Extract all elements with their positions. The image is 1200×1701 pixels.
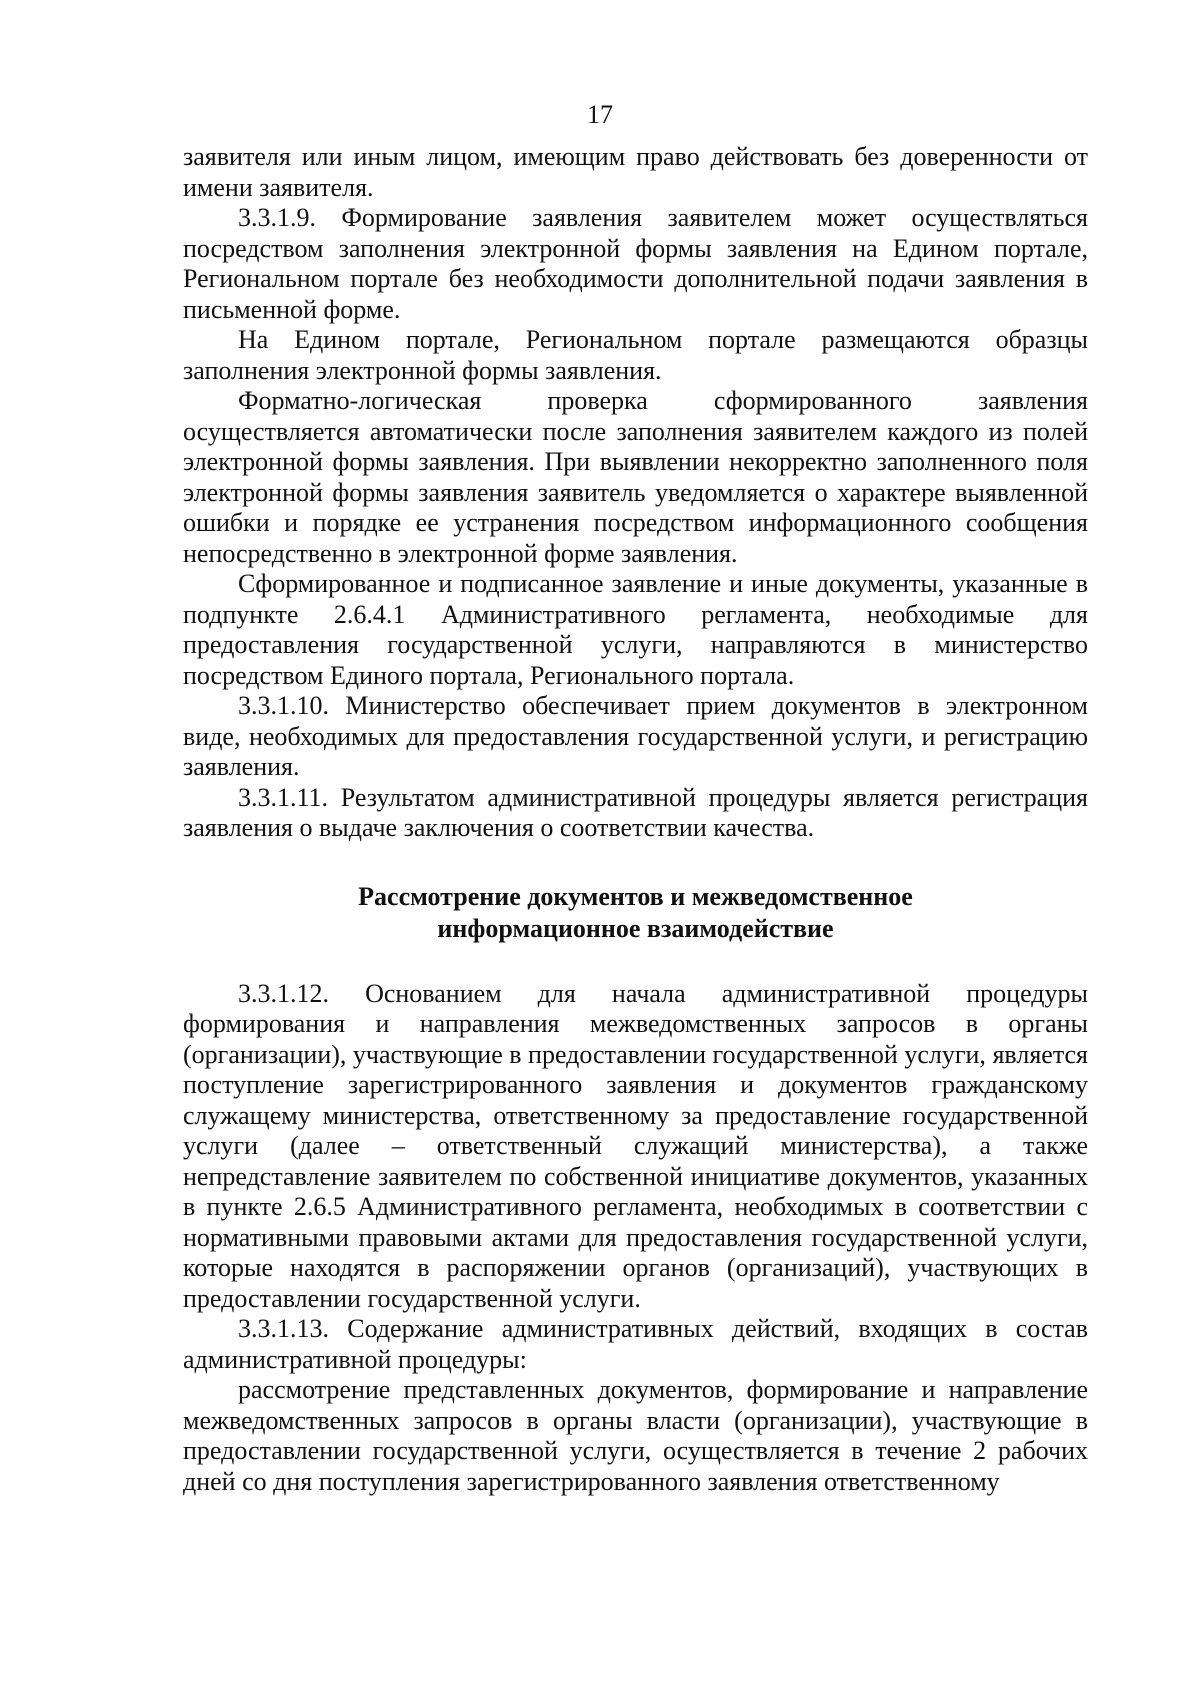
page-number: 17	[587, 100, 613, 129]
paragraph: 3.3.1.10. Министерство обеспечивает прием документов в электронном виде, необходимых для предоставления государственной услуги, и регистрацию заявления.	[183, 691, 1088, 781]
paragraph: 3.3.1.12. Основанием для начала административной процедуры формирования и направления межведомственных запросов в органы (организации), участвующие в предоставлении государственной услуги, является поступление зарегистрированного заявления и документов гражданскому служащему министерства, ответственному за предоставление государственной услуги (далее – ответственный служащий министерства), а также непредставление заявителем по собственной инициативе документов, указанных в пункте 2.6.5 Административного регламента, необходимых в соответствии с нормативными правовыми актами для предоставления государственной услуги, которые находятся в распоряжении органов (организаций), участвующих в предоставлении государственной услуги.	[183, 978, 1088, 1313]
paragraph: Форматно-логическая проверка сформированного заявления осуществляется автоматически после заполнения заявителем каждого из полей электронной формы заявления. При выявлении некорректно заполненного поля электронной формы заявления заявитель уведомляется о характере выявленной ошибки и порядке ее устранения посредством информационного сообщения непосредственно в электронной форме заявления.	[183, 386, 1088, 568]
paragraph: 3.3.1.9. Формирование заявления заявителем может осуществляться посредством заполнения электронной формы заявления на Едином портале, Региональном портале без необходимости дополнительной подачи заявления в письменной форме.	[183, 203, 1088, 324]
section-heading-line: Рассмотрение документов и межведомственное	[358, 881, 913, 911]
section-heading-line: информационное взаимодействие	[437, 913, 834, 943]
paragraph: Сформированное и подписанное заявление и иные документы, указанные в подпункте 2.6.4.1 Административного регламента, необходимые для предоставления государственной услуги, направляются в министерство посредством Единого портала, Регионального портала.	[183, 569, 1088, 690]
paragraph: 3.3.1.13. Содержание административных действий, входящих в состав административной процедуры:	[183, 1314, 1088, 1374]
document-body	[183, 142, 1088, 1497]
section-heading	[183, 881, 1088, 945]
paragraph: На Едином портале, Региональном портале размещаются образцы заполнения электронной формы заявления.	[183, 325, 1088, 385]
paragraph: заявителя или иным лицом, имеющим право действовать без доверенности от имени заявителя.	[183, 142, 1088, 202]
paragraph: рассмотрение представленных документов, формирование и направление межведомственных запросов в органы власти (организации), участвующие в предоставлении государственной услуги, осуществляется в течение 2 рабочих дней со дня поступления зарегистрированного заявления ответственному	[183, 1375, 1088, 1496]
paragraph: 3.3.1.11. Результатом административной процедуры является регистрация заявления о выдаче заключения о соответствии качества.	[183, 782, 1088, 842]
